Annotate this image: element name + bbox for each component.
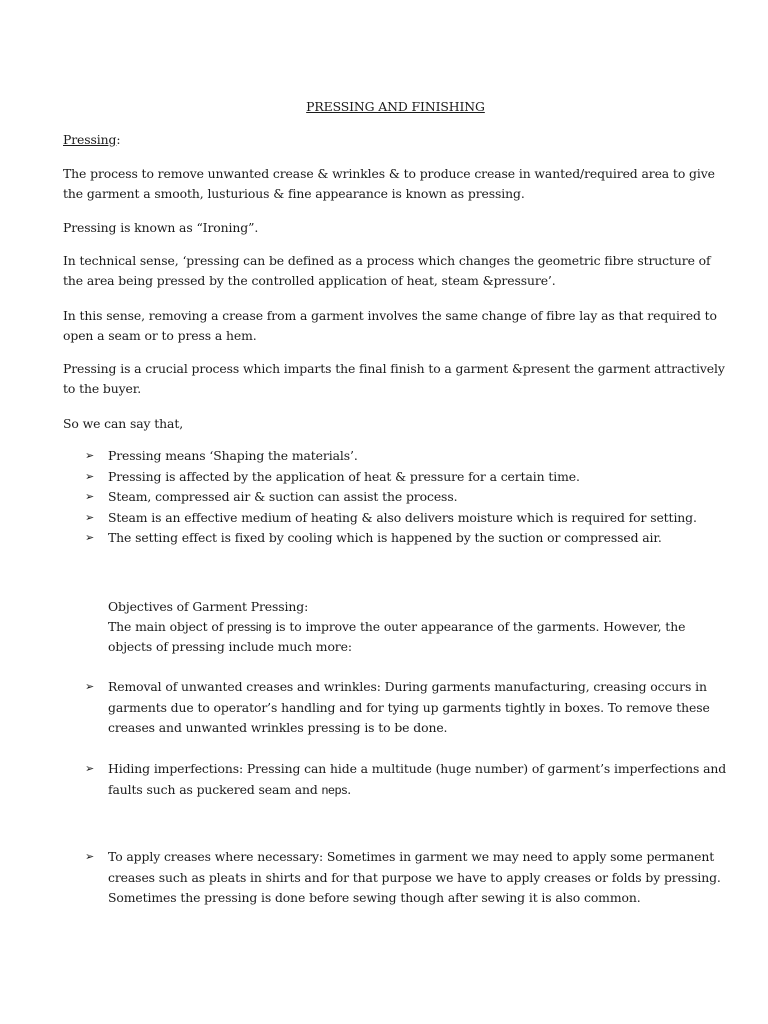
section-heading-text: Pressing <box>63 132 117 147</box>
arrow-bullet-icon: ➢ <box>85 510 95 524</box>
list-item: ➢ The setting effect is fixed by cooling which is happened by the suction or compressed air. <box>63 528 728 549</box>
objectives-keyword: pressing <box>227 620 272 634</box>
arrow-bullet-icon: ➢ <box>85 490 95 503</box>
paragraph-so-we-can-say: So we can say that, <box>63 416 184 431</box>
objective-list-3 <box>63 847 728 909</box>
section-heading <box>63 130 728 150</box>
arrow-bullet-icon: ➢ <box>85 531 95 544</box>
arrow-bullet-icon: ➢ <box>85 850 95 863</box>
list-item: ➢ Steam is an effective medium of heating & also delivers moisture which is required for setting. <box>63 508 728 529</box>
list-item: ➢ Removal of unwanted creases and wrinkles: During garments manufacturing, creasing occurs in garments due to operator’s handling and for tying up garments tightly in boxes. To remove these creases and unwanted wrinkles pressing is to be done. <box>85 679 710 735</box>
paragraph-crease-removal: In this sense, removing a crease from a garment involves the same change of fibre lay as that required to open a seam or to press a hem. <box>63 308 717 343</box>
document-title: PRESSING AND FINISHING <box>306 99 485 114</box>
list-item: ➢ To apply creases where necessary: Sometimes in garment we may need to apply some permanent creases such as pleats in shirts and for that purpose we have to apply creases or folds by pressing. Sometimes the pressing is done before sewing though after sewing it is also common. <box>85 849 721 905</box>
paragraph-technical-sense: In technical sense, ‘pressing can be defined as a process which changes the geometric fibre structure of the area being pressed by the controlled application of heat, steam &pressure’. <box>63 253 711 288</box>
list-item: ➢ Pressing is affected by the application of heat & pressure for a certain time. <box>63 467 728 488</box>
section-heading-colon: : <box>116 132 121 147</box>
paragraph-crucial-process: Pressing is a crucial process which imparts the final finish to a garment &present the garment attractively to the buyer. <box>63 361 725 396</box>
list-item: ➢ Pressing means ‘Shaping the materials’. <box>63 446 728 467</box>
objective-list-2 <box>63 759 728 800</box>
list-item: ➢ Steam, compressed air & suction can assist the process. <box>63 487 728 508</box>
pressing-bullet-list <box>63 446 728 549</box>
arrow-bullet-icon: ➢ <box>85 469 95 483</box>
neps-keyword: neps <box>321 782 348 797</box>
arrow-bullet-icon: ➢ <box>85 680 95 693</box>
list-item: ➢ Hiding imperfections: Pressing can hide a multitude (huge number) of garment’s imperfections and faults such as puckered seam and neps. <box>85 761 727 797</box>
arrow-bullet-icon: ➢ <box>85 762 95 775</box>
objectives-intro: The main object of pressing is to improve the outer appearance of the garments. However, the objects of pressing include much more: <box>108 619 686 654</box>
arrow-bullet-icon: ➢ <box>85 449 95 462</box>
paragraph-ironing: Pressing is known as “Ironing”. <box>63 220 259 235</box>
objective-list-1 <box>63 677 728 739</box>
objectives-heading: Objectives of Garment Pressing: <box>108 599 309 614</box>
paragraph-definition: The process to remove unwanted crease & wrinkles & to produce crease in wanted/required area to give the garment a smooth, lusturious & fine appearance is known as pressing. <box>63 166 715 201</box>
